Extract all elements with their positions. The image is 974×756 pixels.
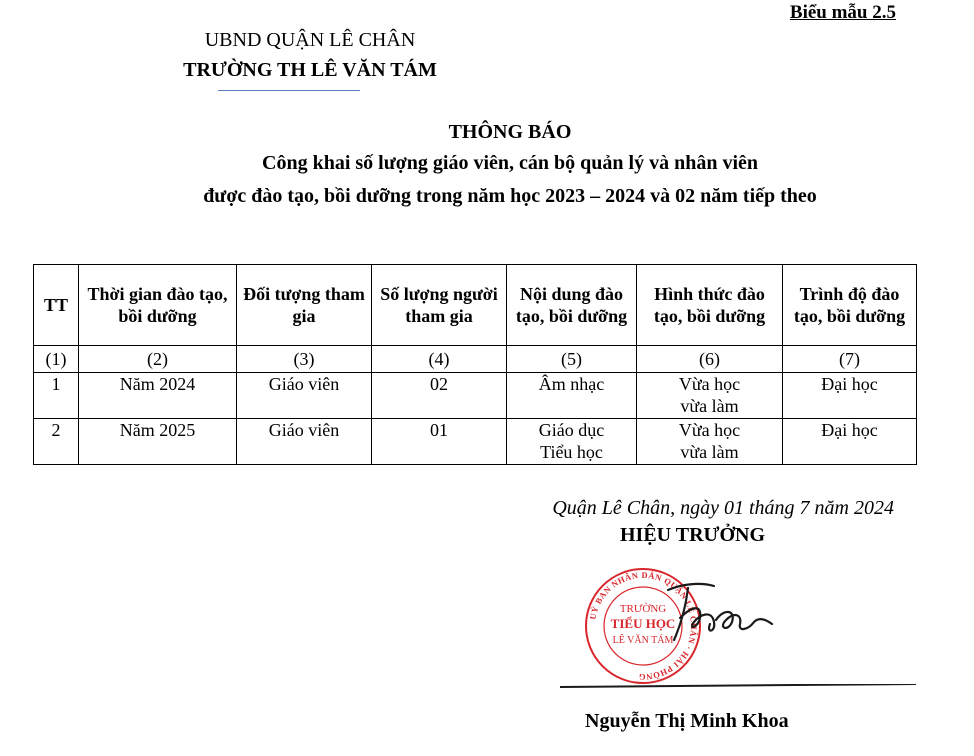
svg-text:TIỂU HỌC: TIỂU HỌC [610, 616, 676, 631]
header-cell-time: Thời gian đào tạo, bồi dưỡng [79, 265, 237, 346]
table-row [34, 373, 917, 419]
column-number: (6) [637, 346, 783, 373]
table-cell: Đại học [783, 419, 917, 465]
header-cell-tt: TT [34, 265, 79, 346]
column-number: (2) [79, 346, 237, 373]
table-cell: Năm 2025 [79, 419, 237, 465]
svg-text:UỶ BAN NHÂN DÂN QUẬN LÊ CHÂN ·: UỶ BAN NHÂN DÂN QUẬN LÊ CHÂN · HẢI PHÒNG [587, 569, 700, 683]
header-cell-content: Nội dung đào tạo, bồi dưỡng [507, 265, 637, 346]
header-cell-form: Hình thức đào tạo, bồi dưỡng [637, 265, 783, 346]
table-cell: 1 [34, 373, 79, 419]
document-title: THÔNG BÁO [448, 121, 572, 143]
column-number: (5) [507, 346, 637, 373]
table-header-row [34, 265, 917, 346]
agency-name: UBND QUẬN LÊ CHÂN [204, 29, 416, 51]
document-subtitle-line1: Công khai số lượng giáo viên, cán bộ quản lý và nhân viên [262, 152, 758, 174]
table-cell: Đại học [783, 373, 917, 419]
training-table [33, 264, 917, 465]
table-cell: Âm nhạc [507, 373, 637, 419]
header-cell-target: Đối tượng tham gia [237, 265, 372, 346]
table-cell: Giáo viên [237, 373, 372, 419]
table-row [34, 419, 917, 465]
table-cell: Vừa học vừa làm [637, 419, 783, 465]
signer-name: Nguyễn Thị Minh Khoa [585, 710, 789, 732]
school-underline [218, 90, 360, 91]
table-cell: 01 [372, 419, 507, 465]
column-number: (1) [34, 346, 79, 373]
table-cell: Giáo viên [237, 419, 372, 465]
table-cell: 2 [34, 419, 79, 465]
school-name: TRƯỜNG TH LÊ VĂN TÁM [183, 59, 437, 81]
column-number: (4) [372, 346, 507, 373]
svg-text:LÊ VĂN TÁM: LÊ VĂN TÁM [612, 635, 674, 646]
form-number: Biểu mẫu 2.5 [789, 2, 896, 23]
column-number-row [34, 346, 917, 373]
svg-text:TRƯỜNG: TRƯỜNG [619, 603, 667, 615]
header-cell-level: Trình độ đào tạo, bồi dưỡng [783, 265, 917, 346]
table-cell: Vừa học vừa làm [637, 373, 783, 419]
signature-line [560, 684, 916, 688]
signer-role: HIỆU TRƯỞNG [620, 524, 766, 546]
table-cell: 02 [372, 373, 507, 419]
table-cell: Giáo dục Tiểu học [507, 419, 637, 465]
handwritten-signature [640, 578, 780, 648]
column-number: (7) [783, 346, 917, 373]
column-number: (3) [237, 346, 372, 373]
place-and-date: Quận Lê Chân, ngày 01 tháng 7 năm 2024 [552, 497, 894, 519]
document-subtitle-line2: được đào tạo, bồi dưỡng trong năm học 2023 – 2024 và 02 năm tiếp theo [203, 185, 817, 207]
table-cell: Năm 2024 [79, 373, 237, 419]
header-cell-quantity: Số lượng người tham gia [372, 265, 507, 346]
